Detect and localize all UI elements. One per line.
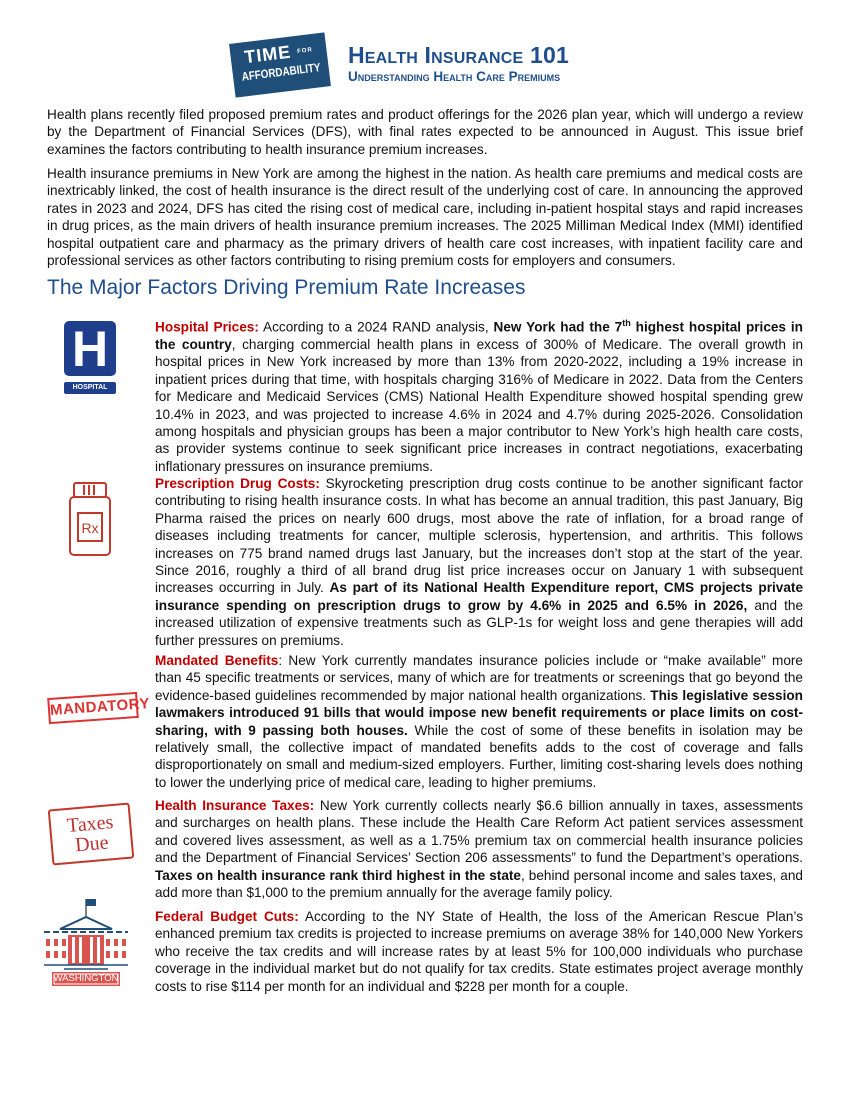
mandatory-stamp-label: MANDATORY <box>47 692 139 724</box>
factor-bold-text: highest hospital prices in the country <box>155 319 803 352</box>
time-for-affordability-logo <box>229 32 331 97</box>
intro-paragraph-2: Health insurance premiums in New York are among the highest in the nation. As health care premiums and medical costs are inextricably linked, the cost of health insurance is the direct result of the underlying cost of care. In announcing the approved rates in 2023 and 2024, DFS has cited the rising cost of medical care, including in-patient hospital stays and rapid increases in drug prices, as the main drivers of health insurance premium increases. The 2025 Milliman Medical Index (MMI) identified hospital outpatient care and pharmacy as the primary drivers of health care cost increases, with inpatient facility care and professional services as other factors contributing to rising premium costs for employers and consumers. <box>47 166 803 269</box>
taxes-due-stamp-icon <box>50 806 132 870</box>
factor-text: and the increased utilization of expensive treatments such as GLP-1s for weight loss and gene therapies will add further pressures on premiums. <box>155 597 804 648</box>
superscript: th <box>622 318 631 328</box>
prescription-bottle-icon <box>68 481 112 557</box>
page-subtitle: Understanding Health Care Premiums <box>348 69 561 84</box>
washington-label: WASHINGTON <box>53 973 119 984</box>
factor-text: According to the NY State of Health, the loss of the American Rescue Plan’s enhanced premium tax credits is projected to increase premiums on average 38% for 140,000 New Yorkers who receive the tax credits and will increase rates by at least 5% for 100,000 individuals who purchase coverage in the individual market but do not qualify for tax credits. State estimates project average monthly costs to rise $114 per month for an individual and $228 per month for a couple. <box>155 909 804 994</box>
factor-bold-text: Taxes on health insurance rank third highest in the state <box>155 867 521 883</box>
logo-line1-small: FOR <box>296 47 314 56</box>
mandatory-stamp-icon <box>48 695 151 725</box>
factor-text: , behind personal income and sales taxes, and add more than $1,000 to the premium annually for the average family policy. <box>155 867 803 901</box>
factor-text: New York currently collects nearly $6.6 billion annually in taxes, assessments and surcharges on health plans. These include the Health Care Reform Act patient services assessment and covered lives assessment, as well as a 1.75% premium tax on commercial health insurance policies and the Department of Financial Services’ Section 206 assessments” to fund the Department’s operations. <box>155 798 803 866</box>
factor-hospital-prices <box>155 315 803 475</box>
logo-line2: AFFORDABILITY <box>240 60 322 84</box>
factor-bold-text: As part of its National Health Expenditure report, CMS projects private insurance spending on prescription drugs to grow by 4.6% in 2025 and 6.5% in 2026, <box>155 580 804 613</box>
taxes-stamp-line2: Due <box>74 831 110 857</box>
factor-health-insurance-taxes <box>155 797 803 901</box>
factor-text: Skyrocketing prescription drug costs continue to be another significant factor contributing to rising health insurance costs. In what has become an annual tradition, this past January, Big Pharma raised the prices on nearly 600 drugs, most above the rate of inflation, for a broad range of diseases including treatments for cancer, multiple sclerosis, hypertension, and arthritis. This follows increases on 775 brand named drugs last January, but the increases don’t stop at the start of the year. Since 2016, roughly a third of all brand drug list price increases occur on January 1 with subsequent increases occurring in July. <box>155 476 803 596</box>
factor-text: , charging commercial health plans in excess of 300% of Medicare. The overall growth in hospital prices in New York increased by more than 13% from 2020-2022, including a 19% increase in inpatient prices during that time, with hospitals charging 316% of Medicare in 2022. Data from the Centers for Medicare and Medicaid Services (CMS) National Health Expenditure showed hospital spending grew 10.4% in 2023, and was projected to increase 4.6% in 2024 and 4.7% during 2025-2026. Consolidation among hospitals and physician groups has been a major contributor to New York’s high health care costs, as provider systems continue to seek significant price increases in contract negotiations, exacerbating inflationary pressures on insurance premiums. <box>155 336 803 474</box>
factor-label: Prescription Drug Costs: <box>155 476 320 491</box>
section-heading: The Major Factors Driving Premium Rate Increases <box>47 276 526 299</box>
factor-prescription-drug-costs <box>155 475 803 649</box>
hospital-icon: H HOSPITAL <box>64 321 116 397</box>
hospital-icon-label: HOSPITAL <box>64 382 116 394</box>
logo-line1: TIME <box>243 41 293 68</box>
factor-label: Federal Budget Cuts: <box>155 909 299 924</box>
factor-label: Hospital Prices: <box>155 319 259 335</box>
factor-federal-budget-cuts <box>155 908 803 995</box>
factor-text: : New York currently mandates insurance policies include or “make available” more than 45 specific treatments or services, many of which are for treatments or screenings that go beyond the evidence-based guidelines recommended by major national health organizations. <box>155 653 803 703</box>
factor-text: While the cost of some of these benefits in isolation may be relatively small, the collective impact of mandated benefits adds to the cost of coverage and falls disproportionately on small and medium-sized employers. Further, limiting cost-sharing levels does nothing to lower the underlying price of medical care, leading to higher premiums. <box>155 722 803 790</box>
factor-bold-text: This legislative session lawmakers introduced 91 bills that would impose new benefit requirements or place limits on cost-sharing, with 9 passing both houses. <box>155 687 803 738</box>
page-title: Health Insurance 101 <box>348 42 569 68</box>
taxes-stamp-line1: Taxes <box>66 811 115 838</box>
factor-label: Health Insurance Taxes: <box>155 798 315 813</box>
factor-bold-text: New York had the 7 <box>493 319 623 335</box>
factor-mandated-benefits <box>155 652 803 791</box>
factor-text: According to a 2024 RAND analysis, <box>258 319 494 335</box>
svg-text:Rx: Rx <box>81 520 99 536</box>
intro-paragraph-1: Health plans recently filed proposed premium rates and product offerings for the 2026 plan year, which will undergo a review by the Department of Financial Services (DFS), with final rates expected to be announced in August. This issue brief examines the factors contributing to health insurance premium increases. <box>47 107 803 157</box>
white-house-icon <box>42 895 130 987</box>
factor-label: Mandated Benefits <box>155 653 279 668</box>
header <box>232 38 652 98</box>
